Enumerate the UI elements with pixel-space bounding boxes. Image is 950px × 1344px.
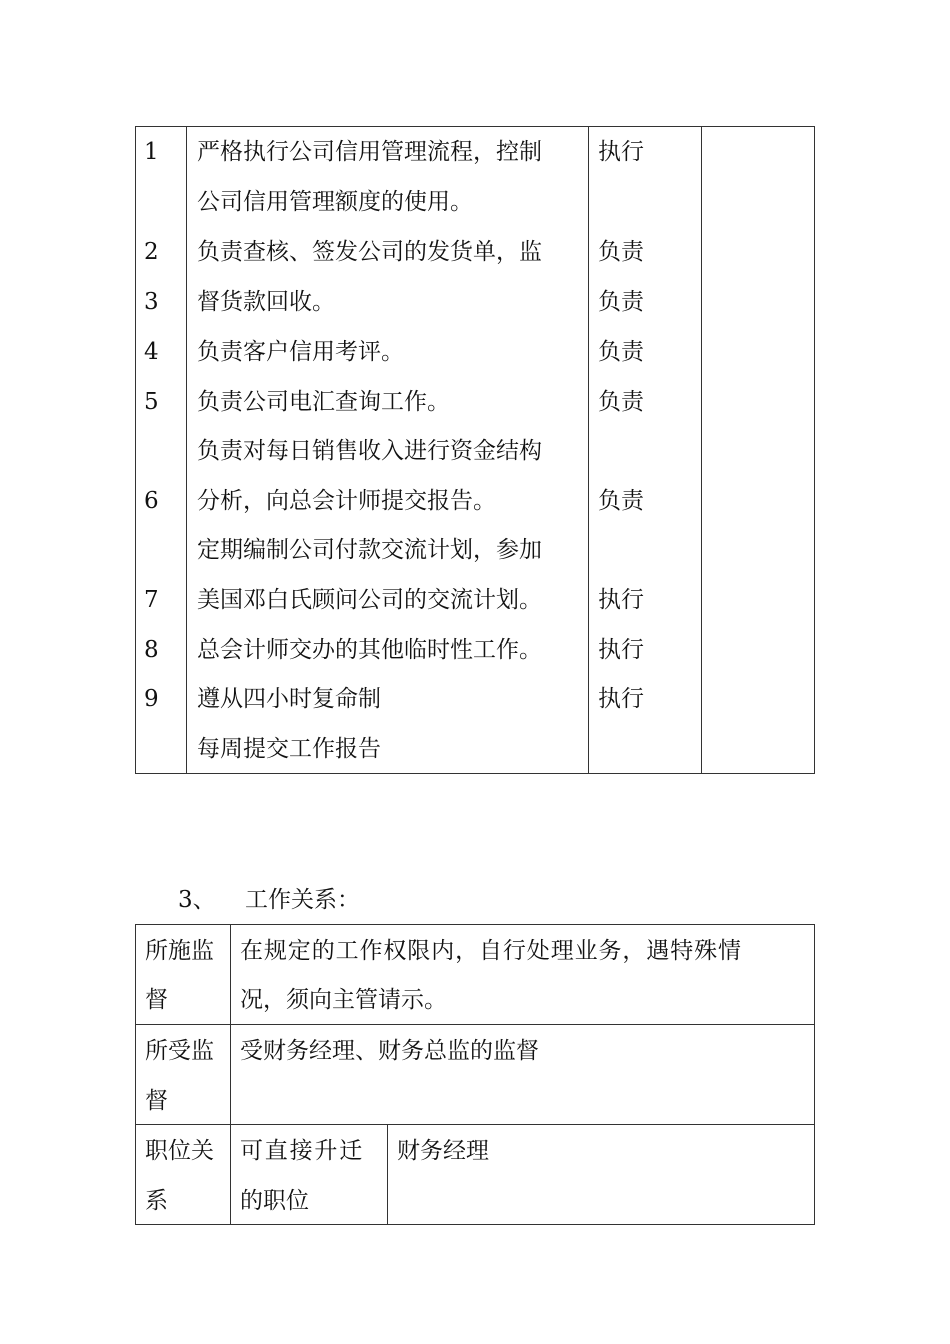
duty-text: 负责公司电汇查询工作。 <box>197 389 450 415</box>
duty-text: 定期编制公司付款交流计划，参加 <box>197 537 542 563</box>
duty-text: 遵从四小时复命制 <box>197 686 381 712</box>
duty-role: 负责 <box>598 389 644 415</box>
row-number: 1 <box>144 139 159 165</box>
duty-role: 负责 <box>598 339 644 365</box>
table-border-top <box>135 126 815 127</box>
row-number: 3 <box>144 289 159 315</box>
duty-role: 执行 <box>598 637 644 663</box>
duty-text: 督货款回收。 <box>197 289 335 315</box>
relation-label: 督 <box>145 987 168 1013</box>
table-col-divider <box>186 126 187 774</box>
duty-text: 总会计师交办的其他临时性工作。 <box>197 637 542 663</box>
relation-label: 督 <box>145 1088 168 1114</box>
table-border-left <box>135 924 136 1225</box>
table-border-right <box>814 126 815 774</box>
table-col-divider <box>387 1124 388 1225</box>
relation-text: 在规定的工作权限内，自行处理业务，遇特殊情 <box>240 938 742 964</box>
row-number: 4 <box>144 339 159 365</box>
duty-role: 执行 <box>598 587 644 613</box>
duty-text: 每周提交工作报告 <box>197 736 381 762</box>
promote-label: 可直接升迁 <box>240 1138 364 1164</box>
table-border-right <box>814 924 815 1225</box>
table-border-bottom <box>135 773 815 774</box>
table-col-divider <box>588 126 589 774</box>
duty-text: 严格执行公司信用管理流程，控制 <box>197 139 542 165</box>
duty-role: 负责 <box>598 289 644 315</box>
duty-role: 负责 <box>598 239 644 265</box>
duty-role: 执行 <box>598 686 644 712</box>
duty-role: 负责 <box>598 488 644 514</box>
duty-text: 负责对每日销售收入进行资金结构 <box>197 438 542 464</box>
section-number: 3、 <box>178 887 216 913</box>
relation-label: 所受监 <box>145 1038 214 1064</box>
promote-label: 的职位 <box>240 1188 309 1214</box>
section-title: 工作关系： <box>245 887 360 913</box>
relation-label: 职位关 <box>145 1138 214 1164</box>
row-number: 9 <box>144 686 159 712</box>
table-border-bottom <box>135 1224 815 1225</box>
table-border-left <box>135 126 136 774</box>
table-row-divider <box>135 1024 815 1025</box>
relation-label: 所施监 <box>145 938 214 964</box>
duty-text: 美国邓白氏顾问公司的交流计划。 <box>197 587 542 613</box>
table-border-top <box>135 924 815 925</box>
duty-text: 负责客户信用考评。 <box>197 339 404 365</box>
table-col-divider <box>230 924 231 1225</box>
duty-role: 执行 <box>598 139 644 165</box>
promote-value: 财务经理 <box>397 1138 489 1164</box>
row-number: 5 <box>144 389 159 415</box>
duty-text: 公司信用管理额度的使用。 <box>197 189 473 215</box>
relation-text: 况，须向主管请示。 <box>240 987 447 1013</box>
duty-text: 负责查核、签发公司的发货单，监 <box>197 239 542 265</box>
table-row-divider <box>135 1124 815 1125</box>
row-number: 2 <box>144 239 159 265</box>
duty-text: 分析，向总会计师提交报告。 <box>197 488 496 514</box>
relation-label: 系 <box>145 1188 168 1214</box>
relation-text: 受财务经理、财务总监的监督 <box>240 1038 539 1064</box>
table-col-divider <box>701 126 702 774</box>
row-number: 7 <box>144 587 159 613</box>
row-number: 6 <box>144 488 159 514</box>
row-number: 8 <box>144 637 159 663</box>
